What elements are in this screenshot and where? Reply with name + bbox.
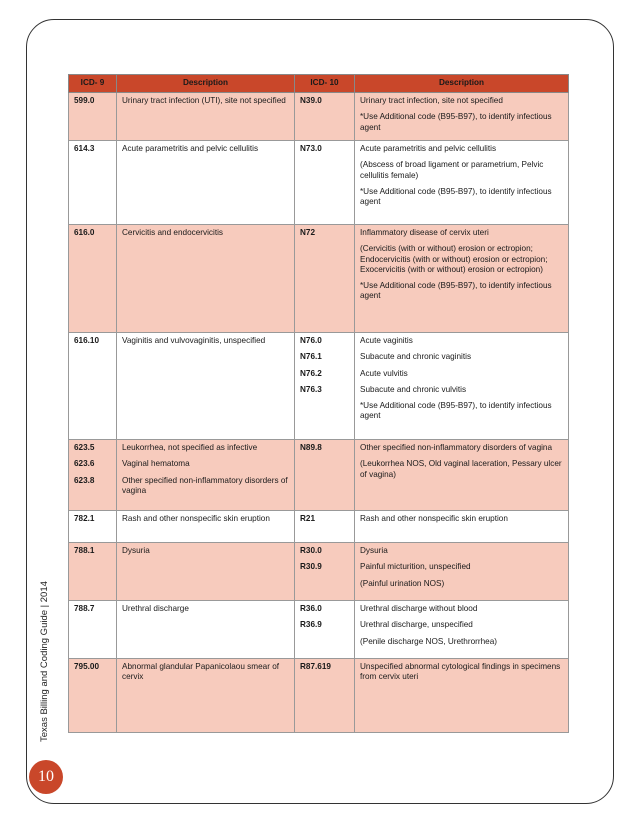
table-row (69, 511, 569, 543)
icd10-description-cell (355, 93, 569, 141)
icd10-cell (295, 333, 355, 440)
icd10-code: N89.8 (300, 443, 322, 452)
icd9-description: Vaginal hematoma (122, 459, 190, 469)
icd9-description-cell (117, 543, 295, 601)
icd10-description: Subacute and chronic vaginitis (360, 352, 472, 362)
icd10-cell (295, 543, 355, 601)
icd9-description: Vaginitis and vulvovaginitis, unspecified (122, 336, 266, 345)
icd9-description: Leukorrhea, not specified as infective (122, 443, 258, 452)
table-row (69, 141, 569, 225)
icd10-description: Dysuria (360, 546, 388, 555)
icd10-description: Other specified non-inflammatory disorders of vagina (360, 443, 553, 452)
icd10-cell (295, 659, 355, 733)
icd10-description-cell (355, 333, 569, 440)
icd9-description-cell (117, 141, 295, 225)
icd10-cell (295, 225, 355, 333)
icd9-description-cell (117, 93, 295, 141)
icd10-description-cell (355, 511, 569, 543)
icd10-cell (295, 511, 355, 543)
icd10-description: (Cervicitis (with or without) erosion or ectropion; Endocervicitis (with or without) erosion or ectropion; Exocervicitis (with or without) erosion or ectropion) (360, 244, 548, 274)
icd9-cell (69, 601, 117, 659)
icd9-cell (69, 225, 117, 333)
icd9-code: 788.1 (74, 546, 95, 555)
header-icd9-description: Description (117, 75, 295, 93)
table-row (69, 659, 569, 733)
icd10-description: Acute parametritis and pelvic cellulitis (360, 144, 497, 153)
icd10-description: (Abscess of broad ligament or parametrium, Pelvic cellulitis female) (360, 160, 544, 180)
icd10-description-cell (355, 225, 569, 333)
icd9-description-cell (117, 440, 295, 511)
icd10-note: *Use Additional code (B95-B97), to identify infectious agent (360, 112, 552, 132)
icd9-cell (69, 543, 117, 601)
icd10-description: Urethral discharge without blood (360, 604, 478, 613)
icd10-code: N76.2 (300, 368, 322, 378)
icd10-description-cell (355, 141, 569, 225)
icd9-description: Cervicitis and endocervicitis (122, 228, 224, 237)
icd10-code: R30.0 (300, 546, 322, 555)
icd9-code: 616.0 (74, 228, 95, 237)
icd10-cell (295, 440, 355, 511)
icd9-description: Rash and other nonspecific skin eruption (122, 514, 270, 523)
icd10-cell (295, 93, 355, 141)
header-icd10: ICD- 10 (295, 75, 355, 93)
icd10-note: *Use Additional code (B95-B97), to identify infectious agent (360, 401, 552, 421)
icd9-description: Acute parametritis and pelvic cellulitis (122, 144, 259, 153)
icd9-cell (69, 93, 117, 141)
icd9-cell (69, 659, 117, 733)
table-row (69, 93, 569, 141)
header-icd9: ICD- 9 (69, 75, 117, 93)
icd9-description-cell (117, 511, 295, 543)
icd9-description-cell (117, 225, 295, 333)
icd9-description-cell (117, 333, 295, 440)
icd9-code: 599.0 (74, 96, 95, 105)
table-row (69, 440, 569, 511)
icd10-code: N39.0 (300, 96, 322, 105)
icd-crosswalk-table (68, 74, 569, 733)
icd9-description: Urethral discharge (122, 604, 189, 613)
header-icd10-description: Description (355, 75, 569, 93)
icd10-code: R21 (300, 514, 316, 523)
icd9-cell (69, 141, 117, 225)
icd9-description: Other specified non-inflammatory disorders of vagina (122, 475, 288, 495)
icd9-cell (69, 511, 117, 543)
icd9-code: 623.6 (74, 459, 95, 469)
icd10-description: Urethral discharge, unspecified (360, 620, 473, 630)
icd10-cell (295, 601, 355, 659)
icd10-code: R36.9 (300, 620, 322, 630)
icd10-code: N72 (300, 228, 316, 237)
icd10-code: N73.0 (300, 144, 322, 153)
icd10-description: Inflammatory disease of cervix uteri (360, 228, 489, 237)
table-row (69, 225, 569, 333)
icd9-description: Abnormal glandular Papanicolaou smear of cervix (122, 662, 280, 682)
icd9-code: 795.00 (74, 662, 100, 671)
icd10-description-cell (355, 543, 569, 601)
icd10-description: (Leukorrhea NOS, Old vaginal laceration, Pessary ulcer of vagina) (360, 459, 562, 479)
icd10-code: R30.9 (300, 562, 322, 572)
icd9-code: 616.10 (74, 336, 100, 345)
icd10-code: N76.0 (300, 336, 322, 345)
table-row (69, 601, 569, 659)
icd10-description: Acute vulvitis (360, 368, 408, 378)
table-row (69, 333, 569, 440)
table-header-row (69, 75, 569, 93)
icd9-description-cell (117, 659, 295, 733)
icd10-description-cell (355, 601, 569, 659)
icd9-code: 788.7 (74, 604, 95, 613)
icd10-note: *Use Additional code (B95-B97), to identify infectious agent (360, 281, 552, 301)
icd9-cell (69, 333, 117, 440)
icd9-code: 782.1 (74, 514, 95, 523)
icd10-cell (295, 141, 355, 225)
icd10-description: Acute vaginitis (360, 336, 413, 345)
icd9-description: Urinary tract infection (UTI), site not specified (122, 96, 286, 105)
icd10-code: N76.1 (300, 352, 322, 362)
icd10-description: Urinary tract infection, site not specified (360, 96, 503, 105)
page-number-badge: 10 (29, 760, 63, 794)
side-label: Texas Billing and Coding Guide | 2014 (39, 581, 50, 742)
icd9-description-cell (117, 601, 295, 659)
icd10-description: (Penile discharge NOS, Urethrorrhea) (360, 636, 497, 646)
icd10-code: R36.0 (300, 604, 322, 613)
icd9-code: 623.8 (74, 475, 95, 485)
icd9-code: 623.5 (74, 443, 95, 452)
icd9-description: Dysuria (122, 546, 150, 555)
icd10-description-cell (355, 659, 569, 733)
icd10-note: *Use Additional code (B95-B97), to identify infectious agent (360, 186, 552, 206)
icd10-description: Painful micturition, unspecified (360, 562, 471, 572)
icd10-description: Unspecified abnormal cytological findings in specimens from cervix uteri (360, 662, 561, 682)
icd10-description-cell (355, 440, 569, 511)
icd9-code: 614.3 (74, 144, 95, 153)
icd10-description: Rash and other nonspecific skin eruption (360, 514, 508, 523)
icd9-cell (69, 440, 117, 511)
icd10-code: R87.619 (300, 662, 331, 671)
table-row (69, 543, 569, 601)
icd10-description: Subacute and chronic vulvitis (360, 384, 467, 394)
icd10-description: (Painful urination NOS) (360, 578, 445, 588)
icd10-code: N76.3 (300, 384, 322, 394)
